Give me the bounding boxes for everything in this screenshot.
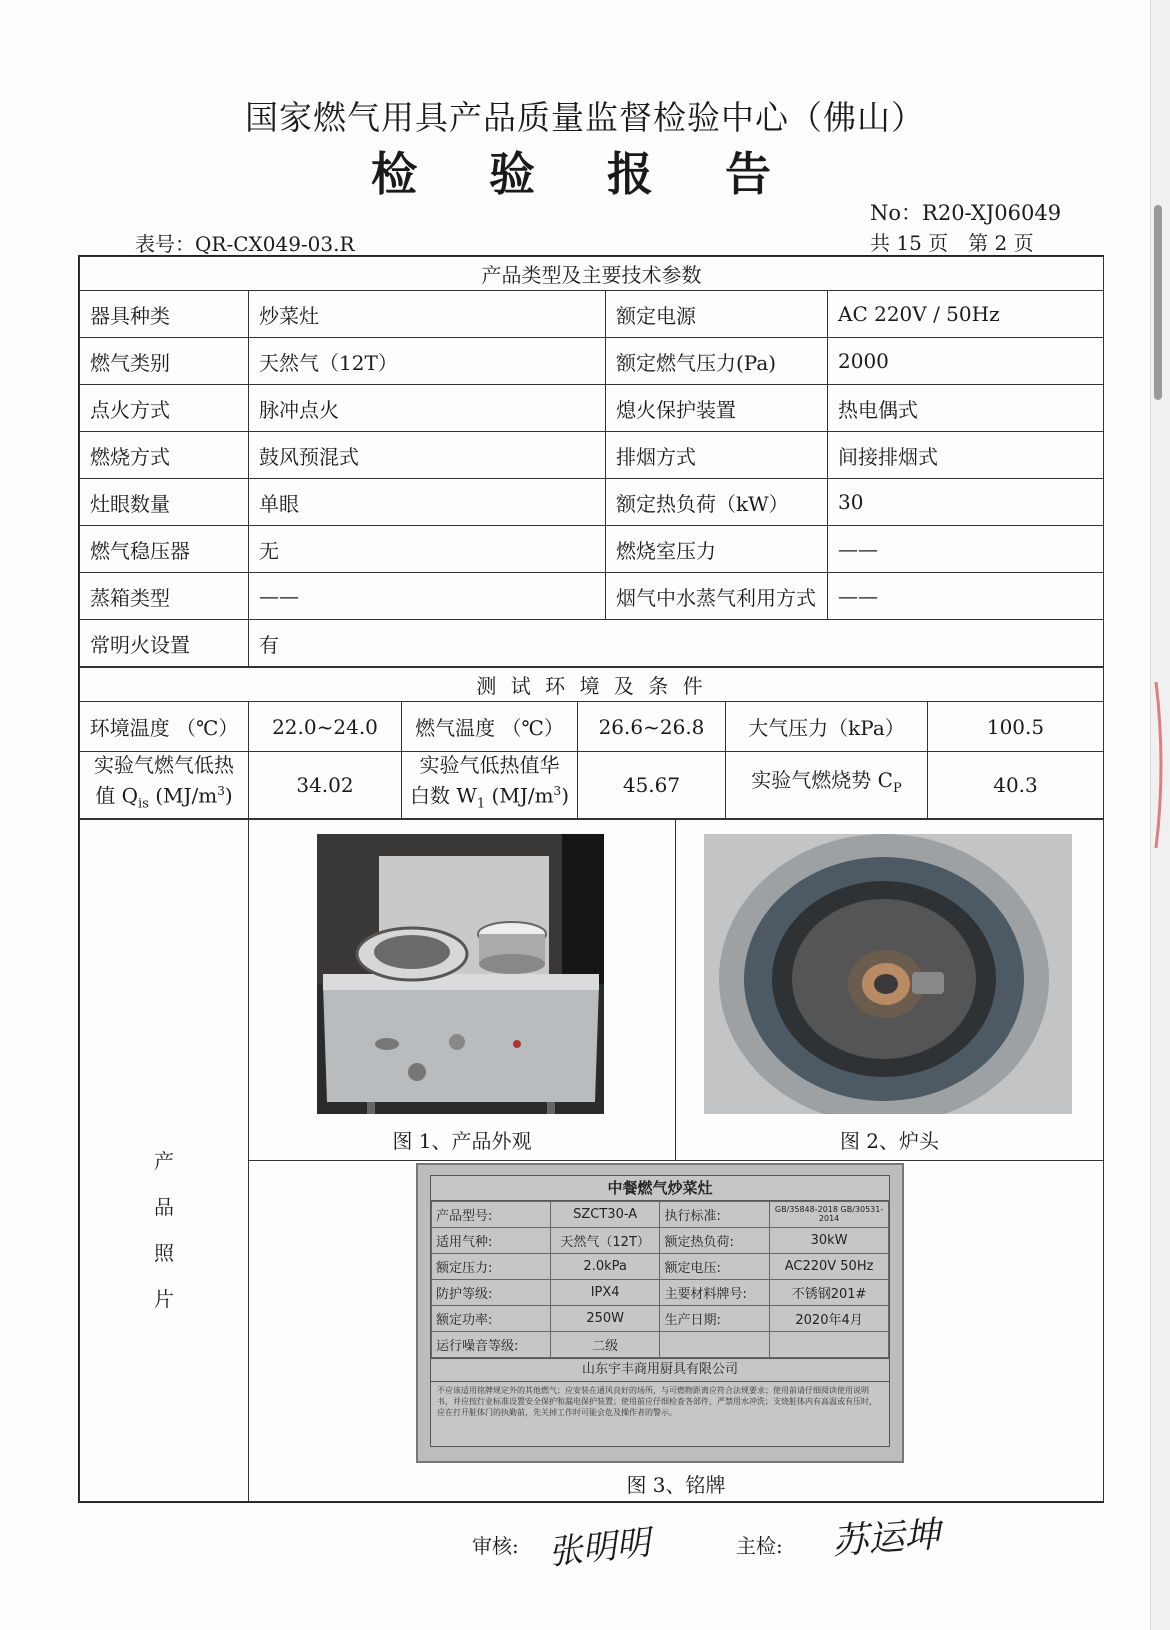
env-label-combustion-potential: 实验气燃烧势 $C_P$	[726, 752, 928, 819]
env-label-pressure: 大气压力（kPa）	[726, 702, 928, 752]
param-rows	[80, 291, 1104, 620]
nameplate-value: 不锈钢201#	[770, 1279, 889, 1305]
param-label: 器具种类	[80, 291, 249, 338]
env-value-heating-value: 34.02	[249, 752, 402, 819]
param-label: 额定电源	[606, 291, 828, 338]
env-value-ambient-temp: 22.0~24.0	[249, 702, 402, 752]
stamp-edge	[1152, 680, 1170, 850]
env-label-ambient-temp: 环境温度 （℃）	[80, 702, 249, 752]
param-value: 有	[249, 620, 1104, 667]
env-value-pressure: 100.5	[928, 702, 1104, 752]
param-label: 常明火设置	[80, 620, 249, 667]
viewer-scrollbar-thumb[interactable]	[1154, 205, 1162, 400]
env-value-gas-temp: 26.6~26.8	[578, 702, 726, 752]
nameplate-row	[432, 1279, 889, 1305]
param-value: 间接排烟式	[828, 432, 1104, 479]
param-row	[80, 338, 1104, 385]
review-signature: 张明明	[546, 1522, 653, 1574]
env-table	[79, 667, 1104, 819]
photo-cell-3	[249, 1160, 1104, 1501]
param-row	[80, 479, 1104, 526]
nameplate-label: 防护等级:	[432, 1279, 551, 1305]
nameplate-label: 运行噪音等级:	[432, 1331, 551, 1357]
photo-side-label: 产 品 照 片	[80, 819, 249, 1501]
nameplate-row	[432, 1331, 889, 1357]
nameplate-value: 250W	[550, 1305, 660, 1331]
nameplate-label: 产品型号:	[432, 1201, 551, 1227]
param-label: 燃烧方式	[80, 432, 249, 479]
param-value: 无	[249, 526, 606, 573]
nameplate-row	[432, 1253, 889, 1279]
env-value-wobbe: 45.67	[578, 752, 726, 819]
nameplate-photo	[416, 1163, 904, 1463]
nameplate-label: 执行标准:	[660, 1201, 770, 1227]
fig2-caption: 图 2、炉头	[839, 1128, 940, 1153]
inspector-signature: 苏运坤	[830, 1514, 942, 1563]
param-row	[80, 573, 1104, 620]
photo-cell-1	[249, 819, 676, 1160]
param-value: 2000	[828, 338, 1104, 385]
env-value-combustion-potential: 40.3	[928, 752, 1104, 819]
param-label: 点火方式	[80, 385, 249, 432]
param-label: 燃烧室压力	[606, 526, 828, 573]
param-value: 脉冲点火	[249, 385, 606, 432]
report-title: 检 验 报 告	[370, 147, 800, 201]
env-label-heating-value: 实验气燃气低热 值 $Q_{is}$ $(MJ/m^3)$	[80, 752, 249, 819]
param-label: 额定燃气压力(Pa)	[606, 338, 828, 385]
param-label: 烟气中水蒸气利用方式	[606, 573, 828, 620]
nameplate-maker: 山东宇丰商用厨具有限公司	[431, 1358, 889, 1382]
nameplate-label: 适用气种:	[432, 1227, 551, 1253]
org-name: 国家燃气用具产品质量监督检验中心（佛山）	[245, 98, 925, 137]
nameplate-value: SZCT30-A	[550, 1201, 660, 1227]
nameplate-value: 2.0kPa	[550, 1253, 660, 1279]
photo-table	[79, 819, 1104, 1502]
burner-photo	[704, 834, 1072, 1114]
nameplate-value	[770, 1331, 889, 1357]
param-label: 燃气类别	[80, 338, 249, 385]
report-sheet	[78, 255, 1104, 1503]
product-photo	[317, 834, 604, 1114]
page-indicator: 共 15 页 第 2 页	[870, 231, 1034, 255]
param-row	[80, 385, 1104, 432]
param-value: AC 220V / 50Hz	[828, 291, 1104, 338]
param-row	[80, 291, 1104, 338]
nameplate-label	[660, 1331, 770, 1357]
param-label: 蒸箱类型	[80, 573, 249, 620]
env-label-wobbe: 实验气低热值华 白数 $W_1$ $(MJ/m^3)$	[402, 752, 578, 819]
param-label: 灶眼数量	[80, 479, 249, 526]
nameplate-value: 2020年4月	[770, 1305, 889, 1331]
fig1-caption: 图 1、产品外观	[392, 1128, 532, 1153]
nameplate-label: 额定电压:	[660, 1253, 770, 1279]
nameplate-table	[431, 1201, 889, 1358]
params-table	[79, 256, 1104, 667]
nameplate-value: 二级	[550, 1331, 660, 1357]
report-number: No：R20-XJ06049	[870, 201, 1062, 225]
nameplate-value: IPX4	[550, 1279, 660, 1305]
nameplate-row	[432, 1305, 889, 1331]
param-value: 30	[828, 479, 1104, 526]
nameplate-row	[432, 1227, 889, 1253]
nameplate-label: 额定热负荷:	[660, 1227, 770, 1253]
param-label: 燃气稳压器	[80, 526, 249, 573]
param-row	[80, 526, 1104, 573]
nameplate-value: 30kW	[770, 1227, 889, 1253]
param-value: 天然气（12T）	[249, 338, 606, 385]
fig3-caption: 图 3、铭牌	[626, 1472, 726, 1497]
nameplate-label: 额定压力:	[432, 1253, 551, 1279]
photo-cell-2	[676, 819, 1104, 1160]
param-label: 排烟方式	[606, 432, 828, 479]
param-label: 熄火保护装置	[606, 385, 828, 432]
params-section-title: 产品类型及主要技术参数	[80, 257, 1104, 291]
param-value: ——	[249, 573, 606, 620]
nameplate-label: 额定功率:	[432, 1305, 551, 1331]
param-value: 单眼	[249, 479, 606, 526]
env-section-title: 测 试 环 境 及 条 件	[80, 668, 1104, 702]
param-value: 热电偶式	[828, 385, 1104, 432]
nameplate-label: 主要材料牌号:	[660, 1279, 770, 1305]
review-label: 审核:	[472, 1534, 519, 1558]
param-value: ——	[828, 526, 1104, 573]
nameplate-row	[432, 1201, 889, 1227]
param-value: 鼓风预混式	[249, 432, 606, 479]
nameplate-value: AC220V 50Hz	[770, 1253, 889, 1279]
param-value: ——	[828, 573, 1104, 620]
nameplate-value: 天然气（12T）	[550, 1227, 660, 1253]
nameplate-label: 生产日期:	[660, 1305, 770, 1331]
param-row	[80, 432, 1104, 479]
param-label: 额定热负荷（kW）	[606, 479, 828, 526]
nameplate-value: GB/35848-2018 GB/30531-2014	[770, 1201, 889, 1227]
param-value: 炒菜灶	[249, 291, 606, 338]
form-number: 表号：QR-CX049-03.R	[135, 232, 355, 256]
env-label-gas-temp: 燃气温度 （℃）	[402, 702, 578, 752]
inspector-label: 主检:	[736, 1534, 783, 1558]
nameplate-warning: 不应该适用铭牌规定外的其他燃气；应安装在通风良好的场所，与可燃物距离应符合法规要求；使用前请仔细阅读使用说明书，并应按行业标准设置安全保护和漏电保护装置；使用前应仔细检查各部件，严禁用水冲洗；支烧脏体内有高温或有压时，应在打开脏体门的执勤前，先关掉工作时可能会危及操作者的警示。	[437, 1385, 877, 1417]
nameplate-title: 中餐燃气炒菜灶	[431, 1176, 889, 1201]
